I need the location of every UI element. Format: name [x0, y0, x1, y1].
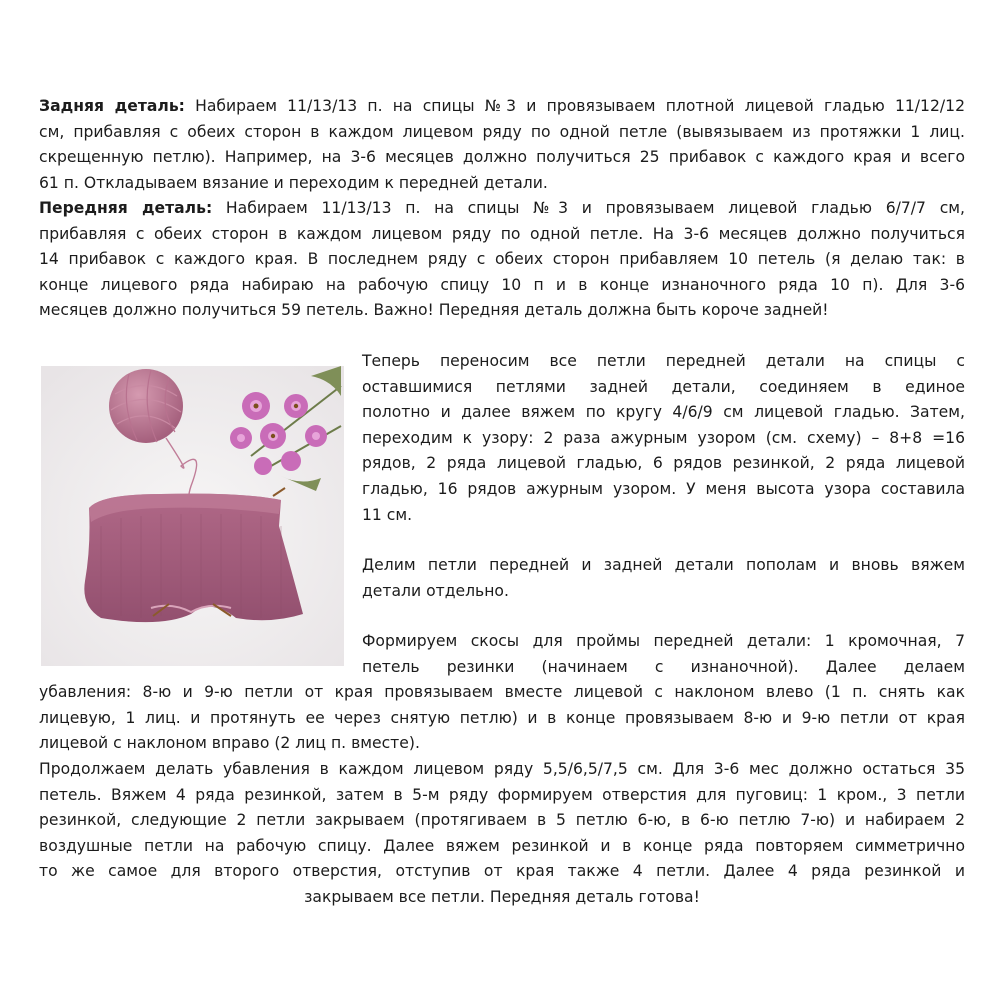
armhole-line-1: Формируем скосы для проймы передней детали: 1 кромочная, 7	[362, 632, 965, 650]
front-detail-line-5: месяцев должно получиться 59 петель. Важно! Передняя деталь должна быть короче задней!	[39, 301, 829, 320]
continue-paragraph	[39, 757, 965, 911]
continue-line-3: резинкой, следующие 2 петли закрываем (протягиваем в 5 петлю 6-ю, в 6-ю петлю 7-ю) и набираем 2	[39, 811, 965, 830]
transfer-line-2: оставшимися петлями задней детали, соединяем в единое	[362, 377, 965, 396]
knitted-shorts-illustration	[41, 366, 344, 666]
transfer-line-1: Теперь переносим все петли передней детали на спицы с	[362, 352, 965, 370]
front-detail-line-2: прибавляя с обеих сторон в каждом лицевом ряду по одной петле. На 3-6 месяцев должно получиться	[39, 224, 965, 243]
divide-line-2: детали отдельно.	[362, 581, 509, 600]
front-detail-line-1: Набираем 11/13/13 п. на спицы №3 и провязываем лицевой гладью 6/7/7 см,	[212, 199, 965, 217]
armhole-line-4: лицевую, 1 лиц. и протянуть ее через снятую петлю) и в конце провязываем 8-ю и 9-ю петли от края	[39, 708, 965, 727]
transfer-line-7: 11 см.	[362, 505, 413, 524]
front-detail-heading: Передняя деталь:	[39, 199, 213, 217]
front-detail-paragraph	[39, 196, 965, 324]
knitted-shorts-photo	[41, 366, 344, 666]
back-detail-heading: Задняя деталь:	[39, 97, 185, 115]
knitted-shorts-icon	[84, 488, 303, 622]
transfer-paragraph	[362, 349, 965, 528]
armhole-line-5: лицевой с наклоном вправо (2 лиц п. вместе).	[39, 734, 420, 753]
armhole-line-3: убавления: 8-ю и 9-ю петли от края провязываем вместе лицевой с наклоном влево (1 п. снять как	[39, 683, 965, 701]
armhole-line-2: петель резинки (начинаем с изнаночной). Далее делаем	[362, 657, 965, 676]
continue-line-4: воздушные петли на рабочую спицу. Далее вяжем резинкой и в конце ряда повторяем симметрично	[39, 836, 965, 855]
back-detail-line-3: скрещенную петлю). Например, на 3-6 месяцев должно получиться 25 прибавок с каждого края и всего	[39, 148, 965, 167]
divide-paragraph	[362, 553, 965, 604]
back-detail-line-4: 61 п. Откладываем вязание и переходим к передней детали.	[39, 173, 548, 192]
continue-line-5: то же самое для второго отверстия, отступив от края также 4 петли. Далее 4 ряда резинкой и	[39, 862, 965, 881]
continue-line-2: петель. Вяжем 4 ряда резинкой, затем в 5-м ряду формируем отверстия для пуговиц: 1 кром., 3 петли	[39, 785, 965, 804]
front-detail-line-4: конце лицевого ряда набираю на рабочую спицу 10 п и в конце изнаночного ряда 10 п). Для 3-6	[39, 275, 965, 294]
armhole-paragraph-top	[362, 629, 965, 680]
back-detail-line-2: см, прибавляя с обеих сторон в каждом лицевом ряду по одной петле (вывязываем из протяжки 1 лиц.	[39, 122, 965, 141]
armhole-paragraph-bottom	[39, 680, 965, 757]
continue-line-1: Продолжаем делать убавления в каждом лицевом ряду 5,5/6,5/7,5 см. Для 3-6 мес должно остаться 35	[39, 760, 965, 778]
back-detail-paragraph	[39, 94, 965, 196]
yarn-ball-icon	[109, 369, 183, 443]
transfer-line-6: гладью, 16 рядов ажурным узором. У меня высота узора составила	[362, 479, 965, 498]
transfer-line-5: рядов, 2 ряда лицевой гладью, 6 рядов резинкой, 2 ряда лицевой	[362, 454, 965, 473]
transfer-line-4: переходим к узору: 2 раза ажурным узором (см. схему) – 8+8 =16	[362, 428, 965, 447]
transfer-line-3: полотно и далее вяжем по кругу 4/6/9 см лицевой гладью. Затем,	[362, 403, 965, 422]
divide-line-1: Делим петли передней и задней детали пополам и вновь вяжем	[362, 556, 965, 574]
back-detail-line-1: Набираем 11/13/13 п. на спицы №3 и провязываем плотной лицевой гладью 11/12/12	[184, 97, 966, 115]
front-detail-line-3: 14 прибавок с каждого края. В последнем ряду с обеих сторон прибавляем 10 петель (я делаю так: в	[39, 250, 965, 269]
continue-line-6: закрываем все петли. Передняя деталь готова!	[304, 887, 700, 906]
